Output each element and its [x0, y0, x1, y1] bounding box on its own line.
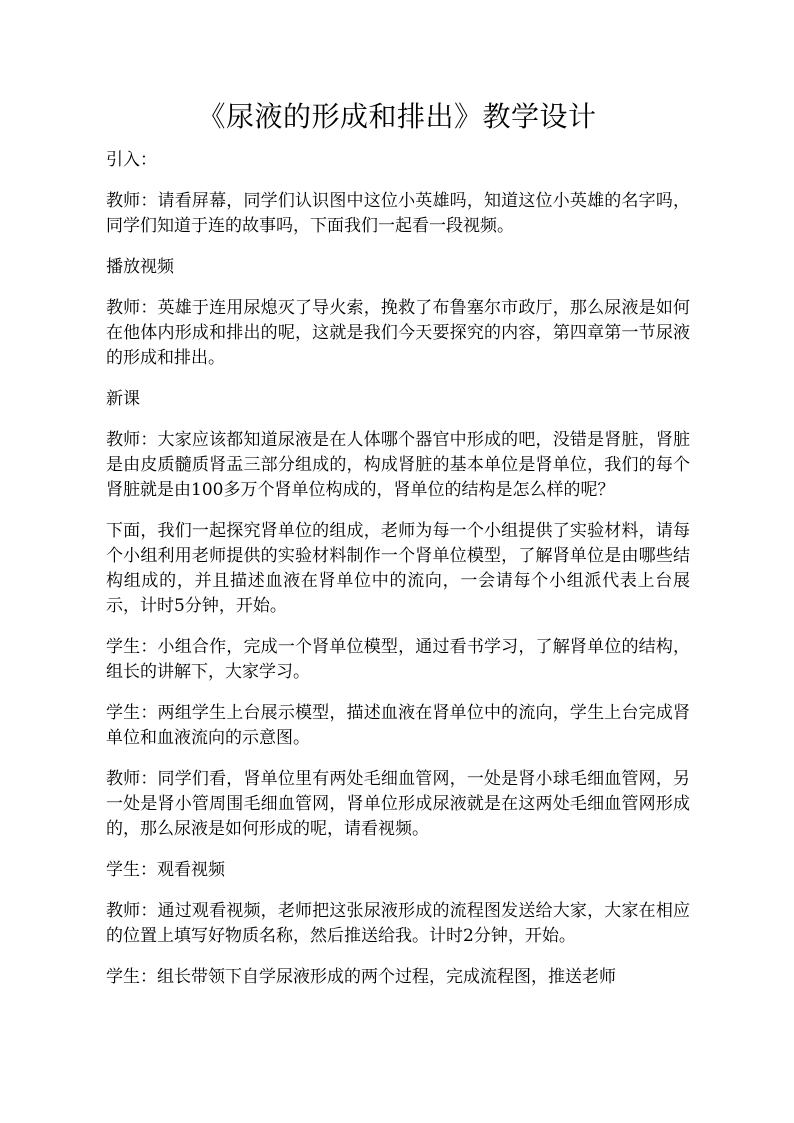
paragraph: 学生：组长带领下自学尿液形成的两个过程，完成流程图，推送老师 [106, 967, 616, 987]
paragraph: 学生：小组合作，完成一个肾单位模型，通过看书学习，了解肾单位的结构，组长的讲解下，大家学习。 [106, 637, 690, 682]
paragraph: 教师：通过观看视频，老师把这张尿液形成的流程图发送给大家，大家在相应的位置上填写好物质名称，然后推送给我。计时2分钟，开始。 [106, 901, 690, 946]
paragraph: 教师：请看屏幕，同学们认识图中这位小英雄吗，知道这位小英雄的名字吗，同学们知道于连的故事吗，下面我们一起看一段视频。 [106, 191, 690, 236]
paragraph: 下面，我们一起探究肾单位的组成，老师为每一个小组提供了实验材料，请每个小组利用老师提供的实验材料制作一个肾单位模型，了解肾单位是由哪些结构组成的，并且描述血液在肾单位中的流向，一会请每个小组派代表上台展示，计时5分钟，开始。 [106, 521, 690, 616]
paragraph-new-lesson-heading: 新课 [106, 389, 140, 409]
paragraph: 教师：同学们看，肾单位里有两处毛细血管网，一处是肾小球毛细血管网，另一处是肾小管周围毛细血管网，肾单位形成尿液就是在这两处毛细血管网形成的，那么尿液是如何形成的呢，请看视频。 [106, 769, 690, 839]
paragraph: 教师：英雄于连用尿熄灭了导火索，挽救了布鲁塞尔市政厅，那么尿液是如何在他体内形成和排出的呢，这就是我们今天要探究的内容，第四章第一节尿液的形成和排出。 [106, 298, 690, 368]
document-body [106, 148, 690, 1006]
document-title: 《尿液的形成和排出》教学设计 [197, 100, 597, 133]
paragraph: 教师：大家应该都知道尿液是在人体哪个器官中形成的吧，没错是肾脏，肾脏是由皮质髓质肾盂三部分组成的，构成肾脏的基本单位是肾单位，我们的每个肾脏就是由100多万个肾单位构成的，肾单位的结构是怎么样的呢？ [106, 430, 690, 500]
paragraph-intro-heading: 引入： [106, 150, 157, 170]
paragraph-play-video: 播放视频 [106, 257, 174, 277]
paragraph: 学生：两组学生上台展示模型，描述血液在肾单位中的流向，学生上台完成肾单位和血液流向的示意图。 [106, 703, 690, 748]
paragraph: 学生：观看视频 [106, 860, 225, 880]
